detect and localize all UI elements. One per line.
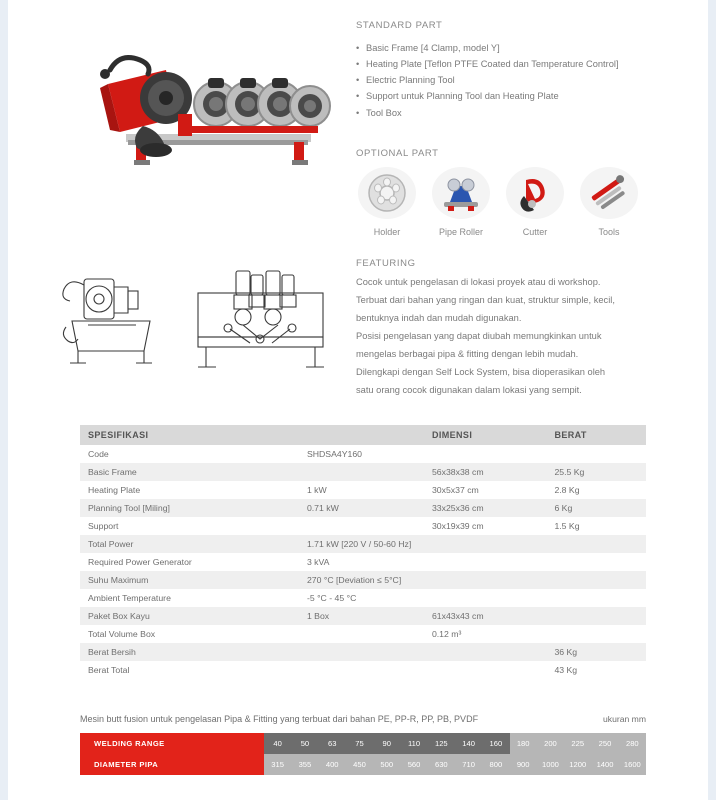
featuring-line: Cocok untuk pengelasan di lokasi proyek atau di workshop.: [356, 277, 601, 287]
cell-dimensi: 30x19x39 cm: [424, 517, 547, 535]
standard-part-section: [356, 18, 686, 121]
cell-value: 1 kW: [299, 481, 424, 499]
table-row: [80, 499, 646, 517]
optional-item-label: Holder: [373, 227, 401, 237]
cell-value: 1.71 kW [220 V / 50-60 Hz]: [299, 535, 424, 553]
cell-value: [299, 625, 424, 643]
specification-table-body: [80, 445, 646, 679]
cell-dimensi: 61x43x43 cm: [424, 607, 547, 625]
cell-dimensi: 30x5x37 cm: [424, 481, 547, 499]
range-cell: 1000: [537, 754, 564, 775]
range-cell: 140: [455, 733, 482, 754]
list-item: • Tool Box: [356, 105, 686, 121]
cell-berat: [546, 445, 646, 463]
cell-dimensi: [424, 571, 547, 589]
list-item: • Basic Frame [4 Clamp, model Y]: [356, 40, 686, 56]
optional-item-pipe-roller: [430, 167, 492, 237]
table-row: [80, 553, 646, 571]
list-item: • Heating Plate [Teflon PTFE Coated dan Temperature Control]: [356, 56, 686, 72]
range-cell: 1400: [591, 754, 618, 775]
cell-value: 1 Box: [299, 607, 424, 625]
cell-name: Required Power Generator: [80, 553, 299, 571]
range-cell: 110: [400, 733, 427, 754]
cell-name: Berat Bersih: [80, 643, 299, 661]
cell-value: -5 °C - 45 °C: [299, 589, 424, 607]
header-berat: BERAT: [546, 425, 646, 445]
cell-berat: [546, 607, 646, 625]
range-cell: 1200: [564, 754, 591, 775]
table-row: [80, 481, 646, 499]
pipe-roller-icon: [432, 167, 490, 219]
cell-value: SHDSA4Y160: [299, 445, 424, 463]
range-cell: 225: [564, 733, 591, 754]
header-value: [299, 425, 424, 445]
welding-range-table: [80, 733, 646, 775]
cell-value: [299, 517, 424, 535]
cell-value: [299, 661, 424, 679]
featuring-line: Dilengkapi dengan Self Lock System, bisa dioperasikan oleh: [356, 367, 606, 378]
diameter-pipa-row: [80, 754, 646, 775]
featuring-line: mengelas berbagai pipa & fitting dengan lebih mudah.: [356, 349, 579, 360]
cell-berat: [546, 625, 646, 643]
cell-name: Berat Total: [80, 661, 299, 679]
featuring-heading: FEATURING: [356, 258, 416, 269]
featuring-line: Terbuat dari bahan yang ringan dan kuat, struktur simple, kecil,: [356, 295, 615, 306]
cell-berat: [546, 553, 646, 571]
table-row: [80, 643, 646, 661]
table-row: [80, 463, 646, 481]
table-row: [80, 625, 646, 643]
cell-berat: 25.5 Kg: [546, 463, 646, 481]
standard-part-heading: STANDARD PART: [356, 20, 443, 31]
range-cell: 250: [591, 733, 618, 754]
range-cell: 75: [346, 733, 373, 754]
cell-name: Planning Tool [Miling]: [80, 499, 299, 517]
table-row: [80, 535, 646, 553]
cell-name: Total Volume Box: [80, 625, 299, 643]
optional-part-items: [356, 167, 686, 237]
cell-value: 270 °C [Deviation ≤ 5°C]: [299, 571, 424, 589]
list-item: • Support untuk Planning Tool dan Heating Plate: [356, 88, 686, 104]
tools-icon: [580, 167, 638, 219]
standard-part-list: [356, 40, 686, 121]
table-row: [80, 661, 646, 679]
welding-range-label: WELDING RANGE: [80, 733, 264, 754]
cell-name: Basic Frame: [80, 463, 299, 481]
range-cell: 280: [619, 733, 646, 754]
cell-name: Paket Box Kayu: [80, 607, 299, 625]
bottom-note-unit: ukuran mm: [603, 714, 646, 724]
list-item: • Electric Planning Tool: [356, 72, 686, 88]
cell-value: [299, 643, 424, 661]
page-content: [8, 0, 708, 800]
cell-berat: 2.8 Kg: [546, 481, 646, 499]
page-gutter-right: [708, 0, 716, 800]
machine-side-view-drawing: [58, 265, 168, 375]
range-cell: 200: [537, 733, 564, 754]
optional-item-label: Cutter: [522, 227, 548, 237]
featuring-section: [356, 258, 692, 401]
cell-dimensi: [424, 445, 547, 463]
range-cell: 160: [482, 733, 509, 754]
range-cell: 710: [455, 754, 482, 775]
range-cell: 400: [319, 754, 346, 775]
page-gutter-left: [0, 0, 8, 800]
cell-value: 3 kVA: [299, 553, 424, 571]
bottom-note-text: Mesin butt fusion untuk pengelasan Pipa & Fitting yang terbuat dari bahan PE, PP-R, PP, PB, PVDF: [80, 714, 479, 724]
cell-berat: 43 Kg: [546, 661, 646, 679]
optional-part-section: [356, 148, 686, 237]
cell-value: 0.71 kW: [299, 499, 424, 517]
range-cell: 500: [373, 754, 400, 775]
featuring-line: Posisi pengelasan yang dapat diubah memungkinkan untuk: [356, 331, 602, 342]
cutter-icon: [506, 167, 564, 219]
cell-name: Ambient Temperature: [80, 589, 299, 607]
diameter-pipa-label: DIAMETER PIPA: [80, 754, 264, 775]
cell-berat: [546, 571, 646, 589]
cell-dimensi: [424, 589, 547, 607]
featuring-text: [356, 275, 692, 398]
range-cell: 315: [264, 754, 291, 775]
cell-dimensi: [424, 661, 547, 679]
range-cell: 1600: [619, 754, 646, 775]
range-cell: 800: [482, 754, 509, 775]
cell-name: Code: [80, 445, 299, 463]
cell-name: Heating Plate: [80, 481, 299, 499]
cell-berat: [546, 589, 646, 607]
range-cell: 63: [319, 733, 346, 754]
range-cell: 355: [291, 754, 318, 775]
optional-part-heading: OPTIONAL PART: [356, 148, 439, 159]
cell-name: Support: [80, 517, 299, 535]
cell-dimensi: 56x38x38 cm: [424, 463, 547, 481]
cell-berat: 1.5 Kg: [546, 517, 646, 535]
range-cell: 560: [400, 754, 427, 775]
cell-dimensi: [424, 643, 547, 661]
table-row: [80, 571, 646, 589]
optional-item-label: Tools: [598, 227, 620, 237]
optional-item-tools: [578, 167, 640, 237]
cell-dimensi: [424, 553, 547, 571]
range-cell: 90: [373, 733, 400, 754]
cell-berat: 36 Kg: [546, 643, 646, 661]
optional-item-label: Pipe Roller: [438, 227, 484, 237]
range-cell: 450: [346, 754, 373, 775]
range-cell: 40: [264, 733, 291, 754]
machine-front-view-drawing: [188, 265, 333, 380]
table-header-row: [80, 425, 646, 445]
cell-berat: 6 Kg: [546, 499, 646, 517]
cell-dimensi: 33x25x36 cm: [424, 499, 547, 517]
table-row: [80, 589, 646, 607]
header-dimensi: DIMENSI: [424, 425, 547, 445]
machine-photo: [48, 22, 338, 172]
table-row: [80, 607, 646, 625]
range-cell: 50: [291, 733, 318, 754]
bottom-note: [80, 714, 646, 724]
range-cell: 180: [510, 733, 537, 754]
optional-item-cutter: [504, 167, 566, 237]
cell-dimensi: 0.12 m³: [424, 625, 547, 643]
cell-berat: [546, 535, 646, 553]
table-row: [80, 445, 646, 463]
specification-table: [80, 425, 646, 679]
table-row: [80, 517, 646, 535]
cell-name: Suhu Maximum: [80, 571, 299, 589]
cell-name: Total Power: [80, 535, 299, 553]
featuring-line: bentuknya indah dan mudah digunakan.: [356, 313, 522, 324]
range-cell: 900: [510, 754, 537, 775]
welding-range-row: [80, 733, 646, 754]
header-spesifikasi: SPESIFIKASI: [80, 425, 299, 445]
cell-dimensi: [424, 535, 547, 553]
holder-icon: [358, 167, 416, 219]
featuring-line: satu orang cocok digunakan dalam lokasi yang sempit.: [356, 385, 582, 396]
cell-value: [299, 463, 424, 481]
range-cell: 630: [428, 754, 455, 775]
range-cell: 125: [428, 733, 455, 754]
optional-item-holder: [356, 167, 418, 237]
